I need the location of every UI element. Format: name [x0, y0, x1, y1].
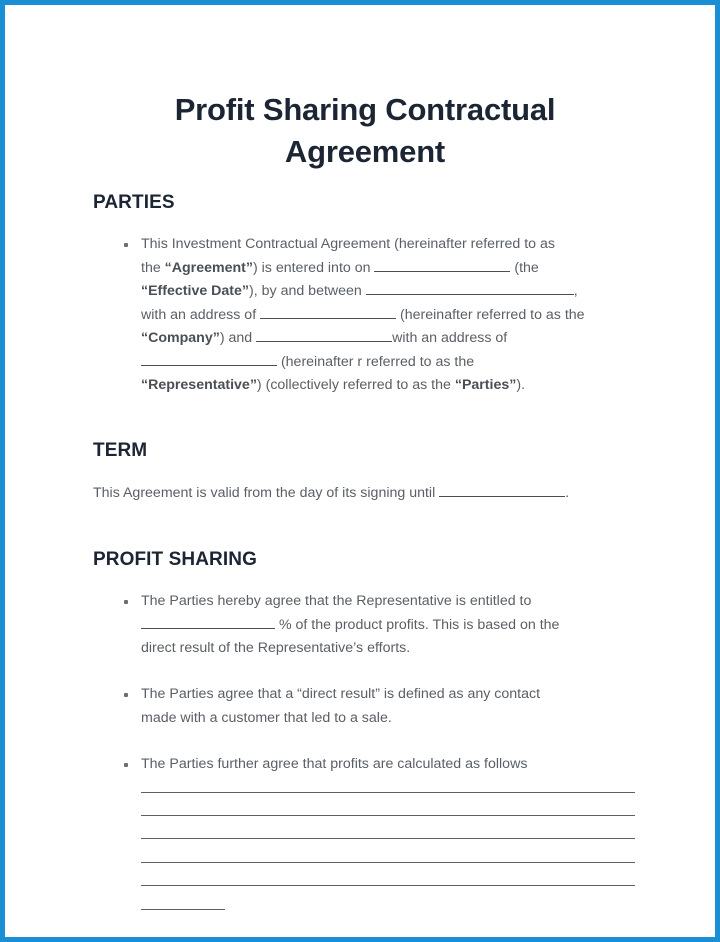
text-line: The Parties agree that a “direct result” is defined as any contact [141, 686, 541, 702]
calculation-blank-line-1[interactable] [141, 792, 635, 793]
text-line: The Parties further agree that profits are calculated as follows [141, 756, 528, 772]
text-line: made with a customer that led to a sale. [141, 709, 392, 726]
bullet-icon [124, 243, 128, 247]
title-line-1: Profit Sharing Contractual [174, 92, 556, 127]
calculation-blank-line-6[interactable] [141, 909, 225, 910]
bullet-icon [124, 693, 128, 697]
text-line: % of the product profits. This is based on the [141, 614, 641, 638]
company-address-blank[interactable] [260, 305, 396, 319]
text-line: “Effective Date”), by and between , [141, 283, 578, 299]
bullet-icon [124, 600, 128, 604]
section-heading-parties: PARTIES [93, 192, 175, 213]
direct-result-clause [141, 683, 641, 730]
percentage-blank[interactable] [141, 615, 275, 629]
text-line: (hereinafter r referred to as the [141, 351, 641, 375]
representative-address-blank[interactable] [141, 352, 277, 366]
document-title [5, 89, 720, 173]
calculation-blank-line-5[interactable] [141, 885, 635, 886]
effective-date-blank[interactable] [374, 258, 510, 272]
text-line: “Representative”) (collectively referred to as the “Parties”). [141, 377, 526, 393]
text-line: direct result of the Representative’s efforts. [141, 640, 411, 656]
calculation-clause [141, 753, 641, 777]
calculation-blank-line-2[interactable] [141, 815, 635, 816]
term-representative: “Representative” [141, 377, 257, 393]
term-effective-date: “Effective Date” [141, 283, 250, 299]
term-parties: “Parties” [454, 377, 517, 393]
parties-clause [141, 233, 641, 398]
bullet-icon [124, 763, 128, 767]
text-line: with an address of (hereinafter referred to as the [141, 306, 585, 323]
profit-percentage-clause [141, 590, 641, 661]
term-company: “Company” [141, 330, 220, 346]
section-heading-profit-sharing: PROFIT SHARING [93, 549, 257, 570]
company-name-blank[interactable] [366, 281, 574, 295]
term-agreement: “Agreement” [164, 259, 253, 276]
term-clause: This Agreement is valid from the day of its signing until . [93, 485, 570, 501]
calculation-blank-line-3[interactable] [141, 838, 635, 839]
representative-name-blank[interactable] [256, 328, 392, 342]
text-line: This Investment Contractual Agreement (hereinafter referred to as [141, 236, 555, 252]
title-line-2: Agreement [284, 134, 446, 169]
text-line: the “Agreement”) is entered into on (the [141, 259, 539, 276]
text-line: The Parties hereby agree that the Representative is entitled to [141, 593, 532, 609]
section-heading-term: TERM [93, 440, 148, 461]
text-line: “Company”) and with an address of [141, 330, 508, 346]
calculation-blank-line-4[interactable] [141, 862, 635, 863]
end-date-blank[interactable] [439, 483, 565, 497]
